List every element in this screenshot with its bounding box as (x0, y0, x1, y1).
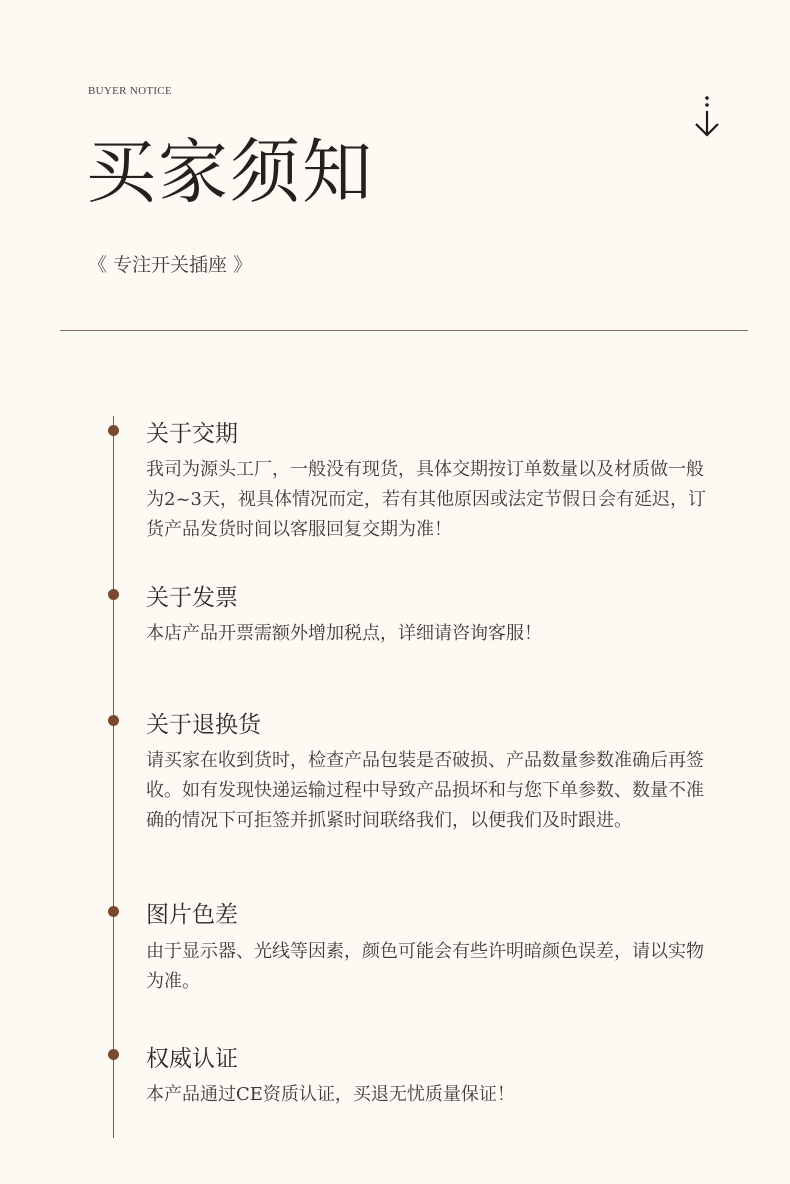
section-body-returns: 请买家在收到货时，检查产品包装是否破损、产品数量参数准确后再签收。如有发现快递运输过程中导致产品损坏和与您下单参数、数量不准确的情况下可拒签并抓紧时间联络我们，以便我们及时跟进。 (146, 750, 704, 831)
timeline-dot (108, 906, 119, 917)
section-title-delivery: 关于交期 (146, 421, 238, 447)
section-body-certification: 本产品通过CE资质认证，买退无忧质量保证！ (146, 1084, 515, 1105)
header-divider (60, 330, 748, 331)
timeline-dot (108, 715, 119, 726)
section-body-invoice: 本店产品开票需额外增加税点，详细请咨询客服！ (146, 623, 542, 644)
section-body-color-difference: 由于显示器、光线等因素，颜色可能会有些许明暗颜色误差，请以实物为准。 (146, 941, 704, 992)
section-title-returns: 关于退换货 (146, 712, 261, 738)
section-title-color-difference: 图片色差 (146, 902, 238, 928)
timeline-dot (108, 425, 119, 436)
section-body-delivery: 我司为源头工厂，一般没有现货，具体交期按订单数量以及材质做一般为2~3天，视具体情况而定，若有其他原因或法定节假日会有延迟，订货产品发货时间以客服回复交期为准！ (146, 459, 706, 540)
subtitle: 《 专注开关插座 》 (88, 254, 253, 276)
eyebrow-label: BUYER NOTICE (88, 85, 172, 97)
page-title: 买家须知 (86, 131, 374, 213)
down-arrow-icon (692, 94, 722, 140)
timeline-line (113, 416, 114, 1138)
timeline-dot (108, 1049, 119, 1060)
section-title-invoice: 关于发票 (146, 585, 238, 611)
timeline-dot (108, 589, 119, 600)
section-title-certification: 权威认证 (146, 1046, 238, 1072)
